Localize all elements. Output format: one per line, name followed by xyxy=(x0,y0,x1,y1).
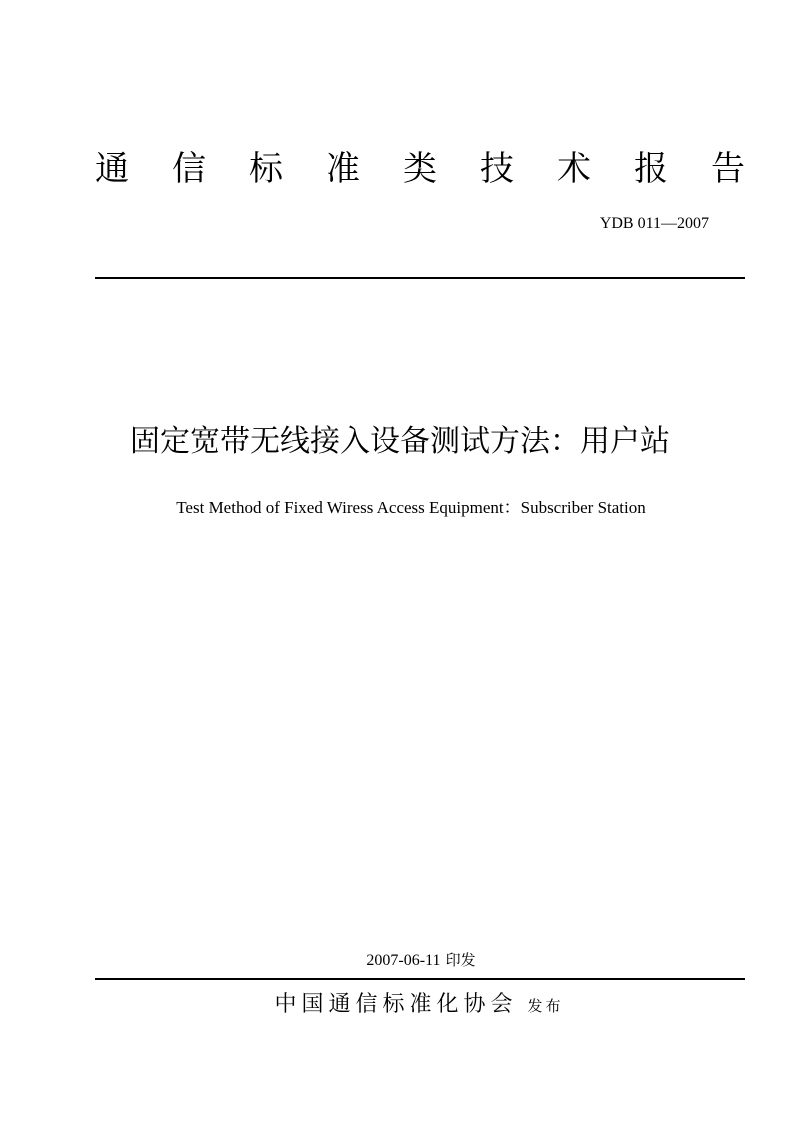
doc-type-char: 术 xyxy=(557,149,591,189)
publisher-name: 中国通信标准化协会 xyxy=(274,992,518,1017)
title-chinese: 固定宽带无线接入设备测试方法：用户站 xyxy=(130,424,670,459)
top-divider xyxy=(95,277,745,279)
issue-date: 2007-06-11 xyxy=(366,952,441,969)
doc-type-char: 通 xyxy=(95,149,129,189)
title-english: Test Method of Fixed Wiress Access Equipment：Subscriber Station xyxy=(176,498,646,517)
doc-type-char: 类 xyxy=(403,149,437,189)
publisher-line xyxy=(0,992,800,1018)
document-number: YDB 011—2007 xyxy=(599,215,709,232)
doc-type-char: 告 xyxy=(711,149,745,189)
doc-type-char: 标 xyxy=(249,149,283,189)
doc-type-char: 准 xyxy=(326,149,360,189)
doc-type-char: 报 xyxy=(634,149,668,189)
doc-type-char: 技 xyxy=(480,149,514,189)
publish-action: 发布 xyxy=(527,997,564,1015)
bottom-divider xyxy=(95,978,745,980)
doc-type-char: 信 xyxy=(172,149,206,189)
issue-line xyxy=(0,950,800,970)
issue-label: 印发 xyxy=(445,951,476,969)
document-type-heading xyxy=(95,142,745,196)
